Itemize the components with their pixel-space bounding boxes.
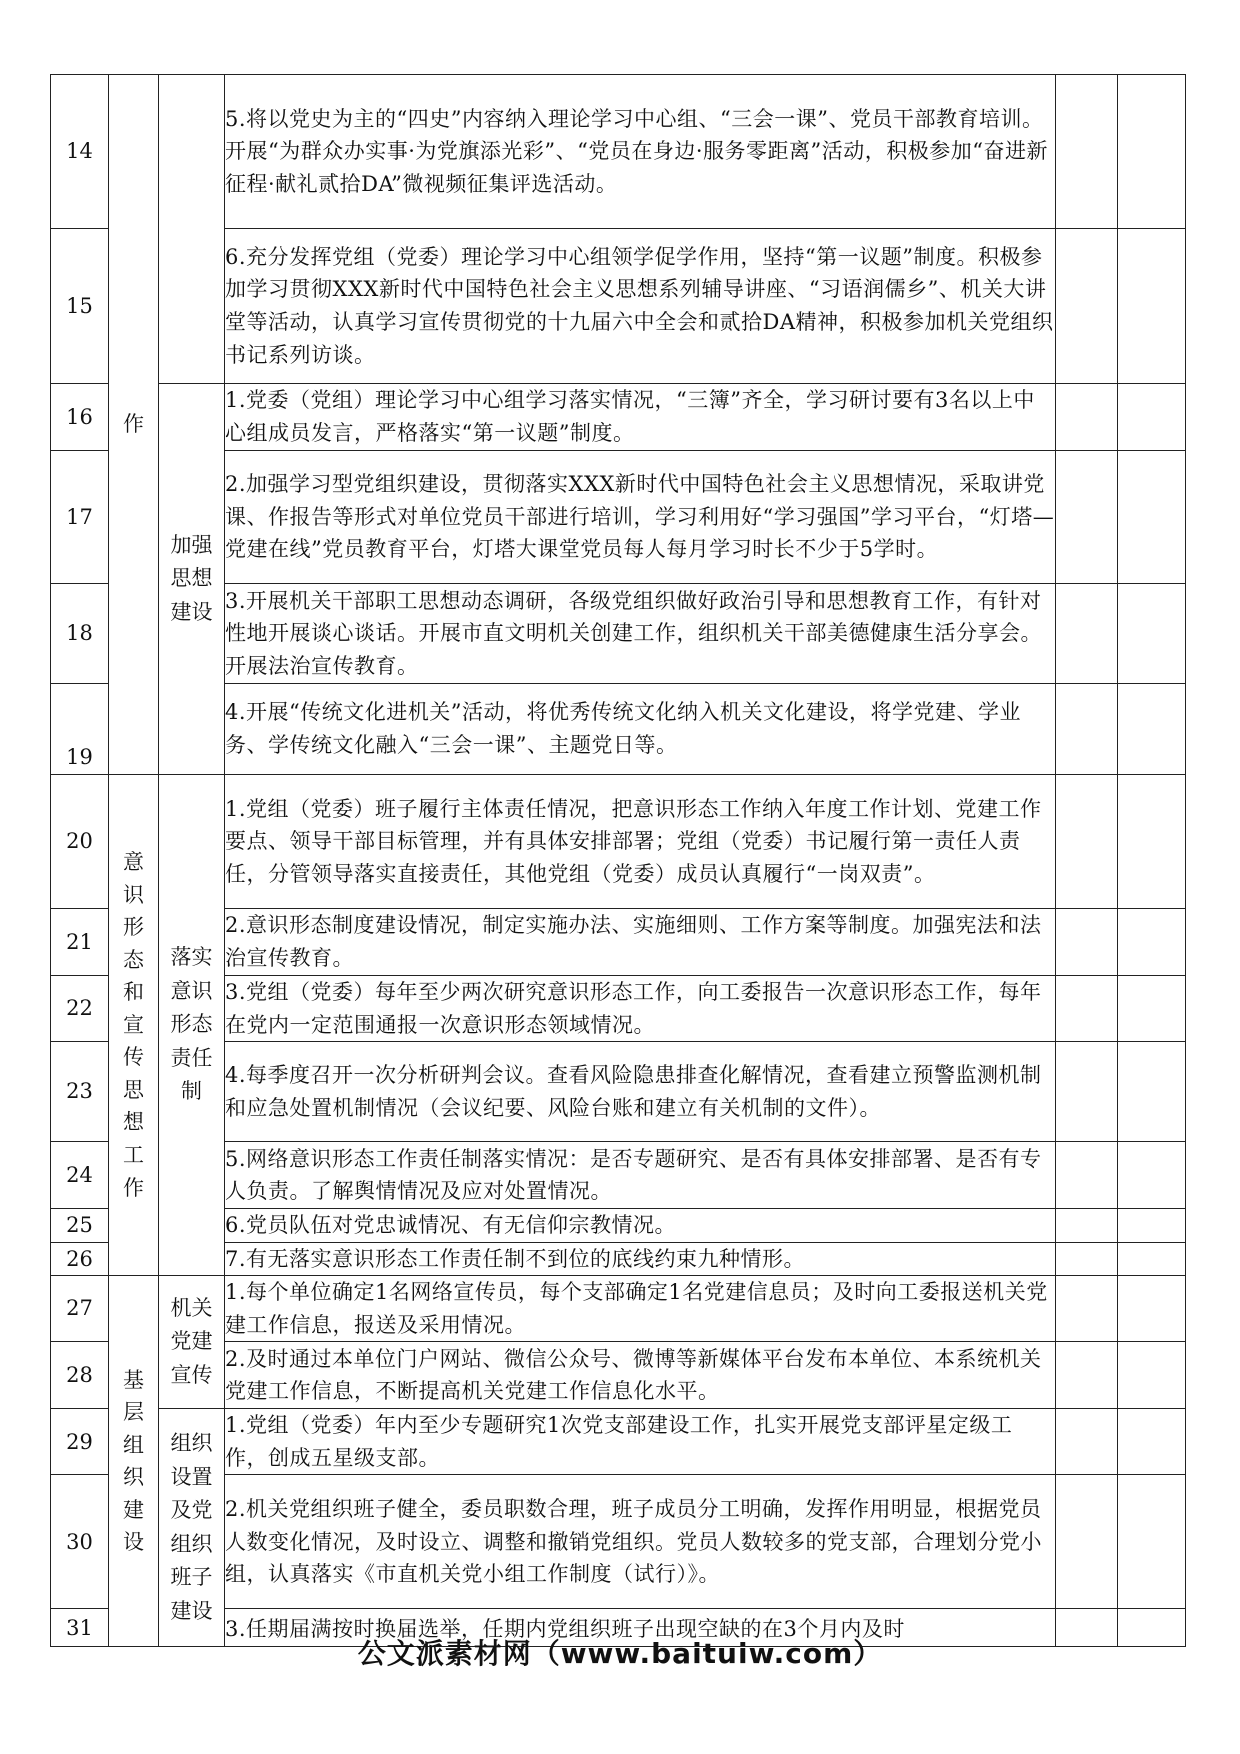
table-row xyxy=(51,75,1186,229)
item-content: 1.党组（党委）班子履行主体责任情况，把意识形态工作纳入年度工作计划、党建工作要点、领导干部目标管理，并有具体安排部署；党组（党委）书记履行第一责任人责任，分管领导落实直接责任，其他党组（党委）成员认真履行“一岗双责”。 xyxy=(225,775,1056,909)
item-content: 2.加强学习型党组织建设，贯彻落实XXX新时代中国特色社会主义思想情况，采取讲党课、作报告等形式对单位党员干部进行培训，学习利用好“学习强国”学习平台，“灯塔—党建在线”党员教育平台，灯塔大课堂党员每人每月学习时长不少于5学时。 xyxy=(225,451,1056,584)
group-label: 组织设置及党组织班子建设 xyxy=(170,1431,213,1624)
score-cell[interactable] xyxy=(1118,75,1186,229)
score-cell[interactable] xyxy=(1118,229,1186,384)
check-cell[interactable] xyxy=(1056,451,1118,584)
score-cell[interactable] xyxy=(1118,1042,1186,1142)
item-content: 2.意识形态制度建设情况，制定实施办法、实施细则、工作方案等制度。加强宪法和法治宣传教育。 xyxy=(225,909,1056,976)
item-content: 5.将以党史为主的“四史”内容纳入理论学习中心组、“三会一课”、党员干部教育培训。开展“为群众办实事·为党旗添光彩”、“党员在身边·服务零距离”活动，积极参加“奋进新征程·献礼贰拾DA”微视频征集评选活动。 xyxy=(225,75,1056,229)
row-number: 26 xyxy=(51,1242,109,1276)
check-cell[interactable] xyxy=(1056,75,1118,229)
row-number: 27 xyxy=(51,1276,109,1342)
score-cell[interactable] xyxy=(1118,1475,1186,1609)
check-cell[interactable] xyxy=(1056,976,1118,1042)
table-row xyxy=(51,384,1186,451)
item-content: 1.党组（党委）年内至少专题研究1次党支部建设工作，扎实开展党支部评星定级工作，创成五星级支部。 xyxy=(225,1409,1056,1475)
score-cell[interactable] xyxy=(1118,1209,1186,1243)
score-cell[interactable] xyxy=(1118,775,1186,909)
score-cell[interactable] xyxy=(1118,1409,1186,1475)
check-cell[interactable] xyxy=(1056,1475,1118,1609)
category-cell-work xyxy=(109,75,159,775)
row-number: 20 xyxy=(51,775,109,909)
category-cell-ideology xyxy=(109,775,159,1276)
category-cell-grassroots xyxy=(109,1276,159,1647)
group-cell-org xyxy=(159,1409,225,1647)
score-cell[interactable] xyxy=(1118,1142,1186,1209)
row-number: 14 xyxy=(51,75,109,229)
row-number: 28 xyxy=(51,1342,109,1409)
row-number: 30 xyxy=(51,1475,109,1609)
check-cell[interactable] xyxy=(1056,1342,1118,1409)
row-number: 21 xyxy=(51,909,109,976)
group-label: 落实意识形态责任制 xyxy=(170,945,213,1104)
category-label: 意识形态和宣传思想工作 xyxy=(123,850,144,1200)
check-cell[interactable] xyxy=(1056,1042,1118,1142)
table-row xyxy=(51,1276,1186,1342)
item-content: 4.每季度召开一次分析研判会议。查看风险隐患排查化解情况，查看建立预警监测机制和应急处置机制情况（会议纪要、风险台账和建立有关机制的文件）。 xyxy=(225,1042,1056,1142)
category-label: 基层组织建设 xyxy=(123,1367,144,1555)
score-cell[interactable] xyxy=(1118,909,1186,976)
inspection-table xyxy=(50,74,1186,1647)
check-cell[interactable] xyxy=(1056,684,1118,775)
category-label: 作 xyxy=(123,412,144,437)
score-cell[interactable] xyxy=(1118,1342,1186,1409)
row-number: 18 xyxy=(51,584,109,684)
score-cell[interactable] xyxy=(1118,976,1186,1042)
check-cell[interactable] xyxy=(1056,1142,1118,1209)
check-cell[interactable] xyxy=(1056,229,1118,384)
item-content: 4.开展“传统文化进机关”活动，将优秀传统文化纳入机关文化建设，将学党建、学业务、学传统文化融入“三会一课”、主题党日等。 xyxy=(225,684,1056,775)
row-number: 22 xyxy=(51,976,109,1042)
check-cell[interactable] xyxy=(1056,384,1118,451)
score-cell[interactable] xyxy=(1118,1242,1186,1276)
check-cell[interactable] xyxy=(1056,1409,1118,1475)
score-cell[interactable] xyxy=(1118,1276,1186,1342)
row-number: 29 xyxy=(51,1409,109,1475)
score-cell[interactable] xyxy=(1118,451,1186,584)
row-number: 24 xyxy=(51,1142,109,1209)
table-row xyxy=(51,1409,1186,1475)
group-cell-empty xyxy=(159,75,225,384)
score-cell[interactable] xyxy=(1118,584,1186,684)
item-content: 2.及时通过本单位门户网站、微信公众号、微博等新媒体平台发布本单位、本系统机关党建工作信息，不断提高机关党建工作信息化水平。 xyxy=(225,1342,1056,1409)
row-number: 25 xyxy=(51,1209,109,1243)
group-cell-publicity xyxy=(159,1276,225,1409)
group-cell-thought xyxy=(159,384,225,775)
check-cell[interactable] xyxy=(1056,1276,1118,1342)
check-cell[interactable] xyxy=(1056,775,1118,909)
score-cell[interactable] xyxy=(1118,384,1186,451)
group-cell-responsibility xyxy=(159,775,225,1276)
row-number: 31 xyxy=(51,1609,109,1647)
item-content: 7.有无落实意识形态工作责任制不到位的底线约束九种情形。 xyxy=(225,1242,1056,1276)
row-number: 17 xyxy=(51,451,109,584)
item-content: 6.党员队伍对党忠诚情况、有无信仰宗教情况。 xyxy=(225,1209,1056,1243)
score-cell[interactable] xyxy=(1118,684,1186,775)
footer-watermark: 公文派素材网（www.baituiw.com） xyxy=(357,1637,883,1670)
check-cell[interactable] xyxy=(1056,909,1118,976)
check-cell[interactable] xyxy=(1056,1242,1118,1276)
check-cell[interactable] xyxy=(1056,584,1118,684)
group-label: 加强思想建设 xyxy=(170,532,213,624)
row-number: 19 xyxy=(51,684,109,775)
item-content: 2.机关党组织班子健全，委员职数合理，班子成员分工明确，发挥作用明显，根据党员人数变化情况，及时设立、调整和撤销党组织。党员人数较多的党支部，合理划分党小组，认真落实《市直机关党小组工作制度（试行）》。 xyxy=(225,1475,1056,1609)
row-number: 16 xyxy=(51,384,109,451)
check-cell[interactable] xyxy=(1056,1209,1118,1243)
group-label: 机关党建宣传 xyxy=(170,1295,213,1388)
item-content: 1.党委（党组）理论学习中心组学习落实情况，“三簿”齐全，学习研讨要有3名以上中心组成员发言，严格落实“第一议题”制度。 xyxy=(225,384,1056,451)
item-content: 3.党组（党委）每年至少两次研究意识形态工作，向工委报告一次意识形态工作，每年在党内一定范围通报一次意识形态领域情况。 xyxy=(225,976,1056,1042)
row-number: 23 xyxy=(51,1042,109,1142)
item-content: 6.充分发挥党组（党委）理论学习中心组领学促学作用，坚持“第一议题”制度。积极参加学习贯彻XXX新时代中国特色社会主义思想系列辅导讲座、“习语润儒乡”、机关大讲堂等活动，认真学习宣传贯彻党的十九届六中全会和贰拾DA精神，积极参加机关党组织书记系列访谈。 xyxy=(225,229,1056,384)
row-number: 15 xyxy=(51,229,109,384)
item-content: 3.开展机关干部职工思想动态调研，各级党组织做好政治引导和思想教育工作，有针对性地开展谈心谈话。开展市直文明机关创建工作，组织机关干部美德健康生活分享会。开展法治宣传教育。 xyxy=(225,584,1056,684)
table-row xyxy=(51,775,1186,909)
item-content: 5.网络意识形态工作责任制落实情况：是否专题研究、是否有具体安排部署、是否有专人负责。了解舆情情况及应对处置情况。 xyxy=(225,1142,1056,1209)
item-content: 1.每个单位确定1名网络宣传员，每个支部确定1名党建信息员；及时向工委报送机关党建工作信息，报送及采用情况。 xyxy=(225,1276,1056,1342)
item-content: 3.任期届满按时换届选举，任期内党组织班子出现空缺的在3个月内及时 xyxy=(225,1609,1056,1647)
